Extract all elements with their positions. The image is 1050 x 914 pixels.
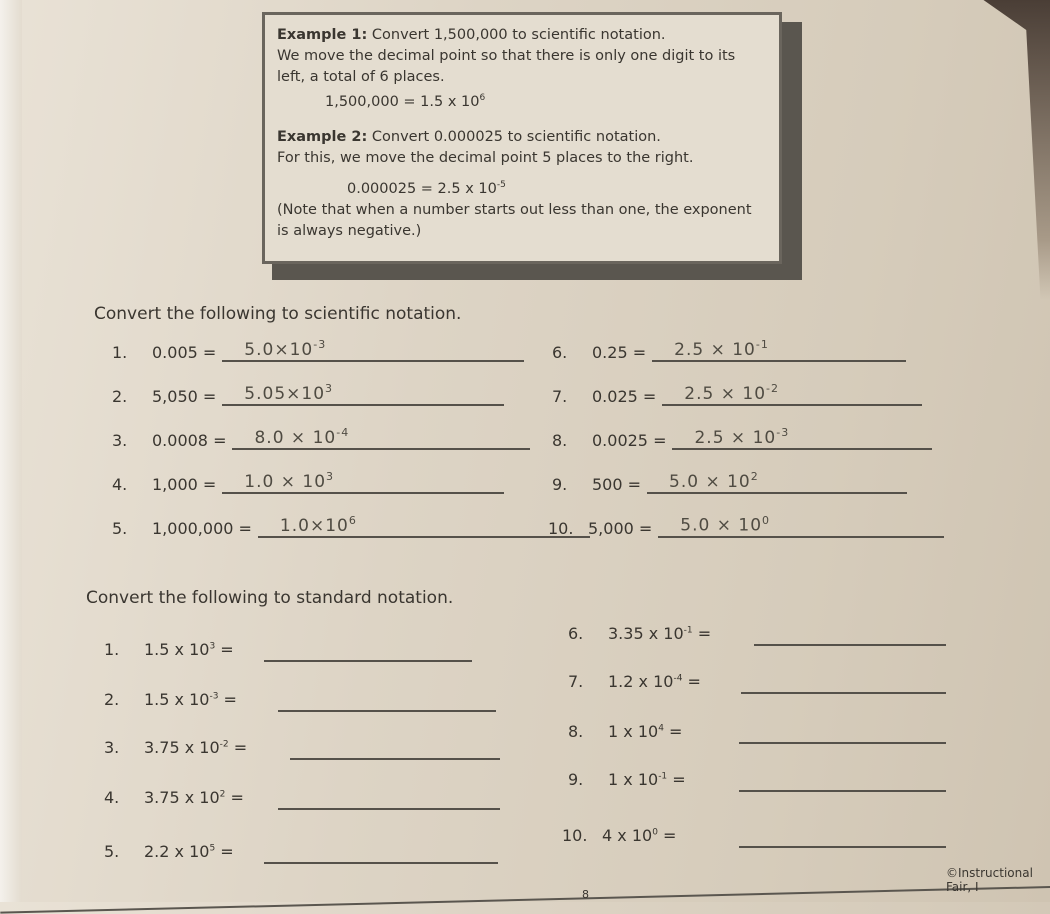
- example-note: (Note that when a number starts out less than one, the exponent is always negative.): [277, 201, 752, 239]
- item-number: 5.: [112, 519, 128, 538]
- handwritten-answer: $5.0 \times 10^2$: [669, 470, 759, 492]
- item-number: 7.: [552, 387, 568, 406]
- example-2-text: For this, we move the decimal point 5 places to the right.: [277, 149, 694, 166]
- paper-edge-left: [0, 0, 22, 902]
- scientific-item: [112, 336, 524, 362]
- example-2-title: Example 2: Convert 0.000025 to scientific notation.: [277, 128, 661, 145]
- item-number: 10.: [562, 826, 588, 845]
- item-question: 1,000 =: [152, 475, 217, 494]
- handwritten-answer: $2.5 \times 10^{-2}$: [684, 382, 779, 404]
- item-number: 10.: [548, 519, 574, 538]
- item-number: 4.: [104, 788, 120, 807]
- item-number: 3.: [112, 431, 128, 450]
- handwritten-answer: $5.0\times 10^{-3}$: [244, 338, 327, 360]
- standard-item: [104, 738, 247, 757]
- item-expression: 1.5 x $10^{-3}$ =: [144, 690, 237, 709]
- scientific-item: [112, 468, 504, 494]
- standard-item: [568, 722, 682, 741]
- scientific-item: [112, 424, 530, 450]
- answer-field[interactable]: [222, 336, 524, 362]
- answer-field[interactable]: [672, 424, 932, 450]
- handwritten-answer: $5.0 \times 10^0$: [680, 514, 771, 536]
- item-number: 8.: [552, 431, 568, 450]
- item-question: 0.025 =: [592, 387, 657, 406]
- scientific-item: [112, 512, 590, 538]
- standard-item: [104, 640, 234, 659]
- scientific-item: [552, 380, 922, 406]
- item-question: 1,000,000 =: [152, 519, 252, 538]
- standard-item: [568, 672, 701, 691]
- handwritten-answer: $8.0 \times 10^{-4}$: [254, 426, 350, 448]
- standard-item: [104, 690, 237, 709]
- item-number: 5.: [104, 842, 120, 861]
- answer-field[interactable]: [278, 784, 500, 810]
- item-number: 3.: [104, 738, 120, 757]
- scientific-item: [552, 468, 907, 494]
- answer-field[interactable]: [739, 718, 946, 744]
- answer-field[interactable]: [258, 512, 590, 538]
- item-number: 6.: [568, 624, 584, 643]
- answer-field[interactable]: [754, 620, 946, 646]
- item-expression: 2.2 x $10^5$ =: [144, 842, 234, 861]
- section-2-heading: Convert the following to standard notation.: [86, 588, 454, 608]
- standard-item: [568, 770, 686, 789]
- scientific-item: [548, 512, 944, 538]
- item-number: 8.: [568, 722, 584, 741]
- answer-field[interactable]: [652, 336, 906, 362]
- item-question: 5,000 =: [588, 519, 653, 538]
- example-1-equation: 1,500,000 = 1.5 x $10^6$: [325, 93, 486, 110]
- answer-field[interactable]: [662, 380, 922, 406]
- scientific-item: [552, 336, 906, 362]
- item-question: 5,050 =: [152, 387, 217, 406]
- standard-item: [562, 826, 676, 845]
- handwritten-answer: $2.5 \times 10^{-1}$: [674, 338, 769, 360]
- item-question: 0.005 =: [152, 343, 217, 362]
- item-number: 7.: [568, 672, 584, 691]
- answer-field[interactable]: [739, 766, 946, 792]
- example-1-title: Example 1: Convert 1,500,000 to scientific notation.: [277, 27, 666, 43]
- item-number: 9.: [552, 475, 568, 494]
- answer-field[interactable]: [290, 734, 500, 760]
- item-number: 1.: [112, 343, 128, 362]
- answer-field[interactable]: [278, 686, 496, 712]
- answer-field[interactable]: [222, 380, 504, 406]
- bottom-rule: [0, 886, 1050, 914]
- item-question: 500 =: [592, 475, 642, 494]
- example-2-equation: 0.000025 = 2.5 x $10^{-5}$: [347, 179, 506, 197]
- item-expression: 3.75 x $10^2$ =: [144, 788, 244, 807]
- answer-field[interactable]: [647, 468, 907, 494]
- item-number: 1.: [104, 640, 120, 659]
- scientific-item: [552, 424, 932, 450]
- example-1-text: We move the decimal point so that there is only one digit to its left, a total of 6 places.: [277, 48, 736, 85]
- standard-item: [568, 624, 711, 643]
- standard-item: [104, 788, 244, 807]
- item-expression: 1 x $10^{-1}$ =: [608, 770, 686, 789]
- handwritten-answer: $2.5 \times 10^{-3}$: [694, 426, 790, 448]
- item-expression: 4 x $10^0$ =: [602, 826, 677, 845]
- copyright-text: ©Instructional Fair, I: [946, 866, 1033, 894]
- item-number: 9.: [568, 770, 584, 789]
- example-box: [262, 12, 782, 264]
- standard-item: [104, 842, 234, 861]
- item-question: 0.25 =: [592, 343, 647, 362]
- item-expression: 1.5 x $10^3$ =: [144, 640, 234, 659]
- item-number: 4.: [112, 475, 128, 494]
- handwritten-answer: $1.0\times 10^6$: [279, 514, 357, 536]
- section-1-heading: Convert the following to scientific notation.: [94, 304, 462, 324]
- item-number: 2.: [112, 387, 128, 406]
- answer-field[interactable]: [658, 512, 944, 538]
- answer-field[interactable]: [741, 668, 946, 694]
- answer-field[interactable]: [264, 636, 472, 662]
- answer-field[interactable]: [222, 468, 504, 494]
- handwritten-answer: $5.05\times 10^3$: [244, 382, 334, 404]
- item-expression: 1.2 x $10^{-4}$ =: [608, 672, 701, 691]
- answer-field[interactable]: [739, 822, 946, 848]
- item-question: 0.0008 =: [152, 431, 227, 450]
- item-question: 0.0025 =: [592, 431, 667, 450]
- background-edge-right: [955, 0, 1050, 300]
- item-number: 2.: [104, 690, 120, 709]
- scientific-item: [112, 380, 504, 406]
- item-expression: 1 x $10^4$ =: [608, 722, 683, 741]
- answer-field[interactable]: [264, 838, 498, 864]
- handwritten-answer: $1.0 \times 10^3$: [244, 470, 335, 492]
- item-number: 6.: [552, 343, 568, 362]
- item-expression: 3.35 x $10^{-1}$ =: [608, 624, 712, 643]
- answer-field[interactable]: [232, 424, 530, 450]
- item-expression: 3.75 x $10^{-2}$ =: [144, 738, 248, 757]
- page-number: 8: [582, 888, 589, 901]
